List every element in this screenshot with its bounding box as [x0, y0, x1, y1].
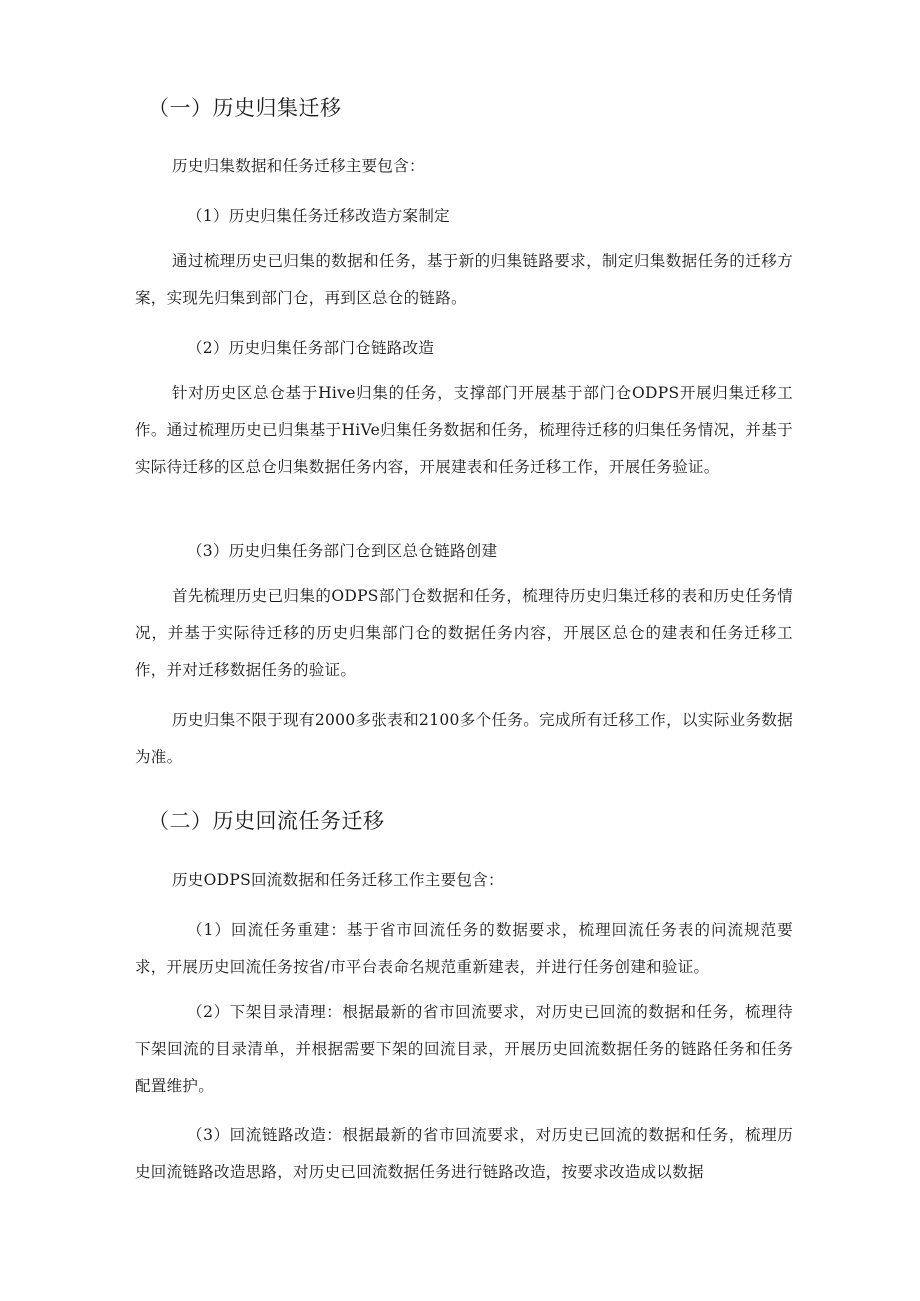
section-2-heading: （二）历史回流任务迁移 — [148, 809, 385, 833]
section-1-item-1-title: （1）历史归集任务迁移改造方案制定 — [187, 207, 450, 225]
section-2-item-2: （2）下架目录清理：根据最新的省市回流要求，对历史已回流的数据和任务，梳理待下架回流的目录清单，并根据需要下架的回流目录，开展历史回流数据任务的链路任务和任务配置维护。 — [135, 1003, 793, 1095]
section-1-item-3-body: 首先梳理历史已归集的ODPS部门仓数据和任务，梳理待历史归集迁移的表和历史任务情况，并基于实际待迁移的历史归集部门仓的数据任务内容，开展区总仓的建表和任务迁移工作，并对迁移数据任务的验证。 — [135, 587, 793, 679]
section-1-intro: 历史归集数据和任务迁移主要包含： — [172, 157, 425, 175]
section-1-item-2-body: 针对历史区总仓基于Hive归集的任务，支撑部门开展基于部门仓ODPS开展归集迁移工作。通过梳理历史已归集基于HiVe归集任务数据和任务，梳理待迁移的归集任务情况，并基于实际待迁移的区总仓归集数据任务内容，开展建表和任务迁移工作，开展任务验证。 — [135, 384, 793, 476]
section-1-item-3-title: （3）历史归集任务部门仓到区总仓链路创建 — [187, 542, 498, 560]
section-2-intro: 历史ODPS回流数据和任务迁移工作主要包含： — [172, 871, 504, 889]
section-1-heading: （一）历史归集迁移 — [148, 96, 342, 120]
section-2-item-3: （3）回流链路改造：根据最新的省市回流要求，对历史已回流的数据和任务，梳理历史回流链路改造思路，对历史已回流数据任务进行链路改造，按要求改造成以数据 — [135, 1126, 793, 1181]
section-1-closing: 历史归集不限于现有2000多张表和2100多个任务。完成所有迁移工作，以实际业务数据为准。 — [135, 711, 793, 766]
section-1-item-2-title: （2）历史归集任务部门仓链路改造 — [187, 339, 435, 357]
section-1-item-1-body: 通过梳理历史已归集的数据和任务，基于新的归集链路要求，制定归集数据任务的迁移方案，实现先归集到部门仓，再到区总仓的链路。 — [135, 252, 793, 307]
section-2-item-1: （1）回流任务重建：基于省市回流任务的数据要求，梳理回流任务表的问流规范要求，开展历史回流任务按省/市平台表命名规范重新建表，并进行任务创建和验证。 — [135, 921, 793, 976]
